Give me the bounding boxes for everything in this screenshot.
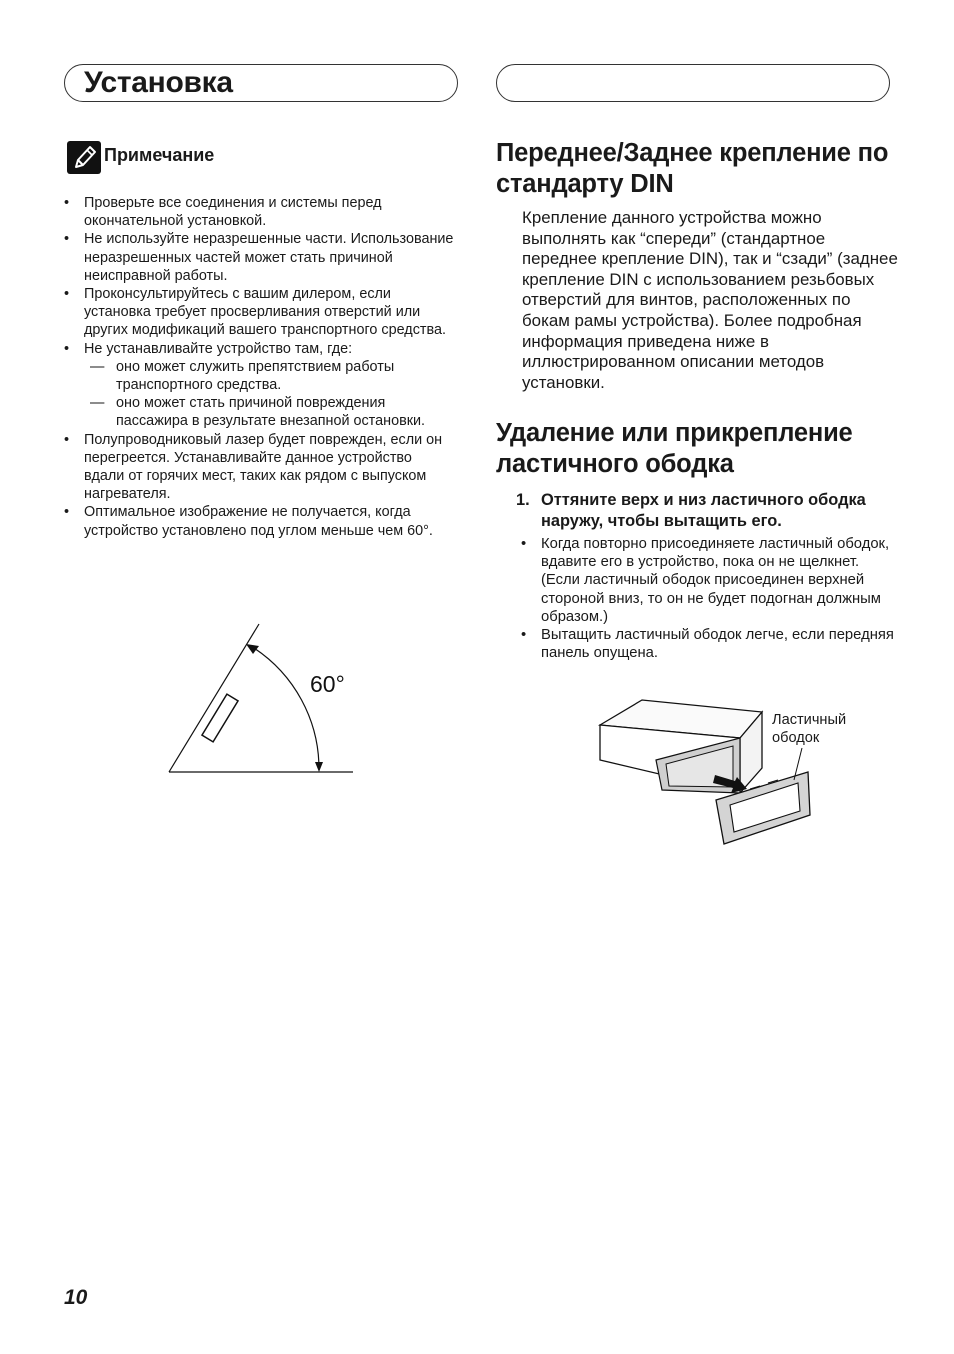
note-item-text: Не используйте неразрешенные части. Использование неразрешенных частей может стать причиной неисправной работы. (84, 231, 454, 284)
bullet: • (64, 286, 70, 303)
sub-item-text: оно может стать причиной повреждения пассажира в результате внезапной остановки. (116, 395, 426, 430)
section-title: Установка (84, 66, 233, 99)
note-item-text: Проверьте все соединения и системы перед окончательной установкой. (84, 195, 382, 230)
note-item-text: Проконсультируйтесь с вашим дилером, если установка требует просверливания отверстий или других модификаций вашего транспортного средства. (84, 286, 446, 339)
note-item-text: Полупроводниковый лазер будет поврежден, если он перегреется. Устанавливайте данное устройство вдали от горячих мест, таких как рядом с выпуском нагревателя. (84, 431, 443, 503)
list-item (64, 194, 456, 230)
pencil-note-icon (67, 141, 101, 174)
din-section-body: Крепление данного устройства можно выполнять как “спереди” (стандартное переднее крепление DIN), так и “сзади” (заднее крепление DIN с использованием резьбовых отверстий для винтов, расположенных по бокам рамы устройства). Более подробная информация приведена ниже в иллюстрированном описании методов установки. (522, 208, 898, 392)
note-item-text: Оптимальное изображение не получается, когда устройство установлено под углом меньше чем 60°. (84, 504, 433, 539)
bullet: • (64, 195, 70, 211)
sub-list (84, 358, 456, 431)
trim-bullet-list (516, 535, 896, 662)
list-item (64, 503, 456, 539)
sub-list-item (84, 358, 456, 394)
bullet: • (521, 627, 527, 644)
trim-ring-label: Ластичный ободок (772, 712, 847, 747)
list-item (516, 535, 896, 626)
bullet: • (521, 536, 527, 552)
sub-item-text: оно может служить препятствием работы транспортного средства. (116, 358, 395, 394)
trim-bullet-text: Когда повторно присоединяете ластичный ободок, вдавите его в устройство, пока он не щелкнет. (Если ластичный ободок присоединен верхней стороной вниз, то он не будет подогнан должным образом.) (541, 536, 890, 625)
empty-header-pill (496, 64, 890, 102)
list-item (64, 431, 456, 504)
trim-section-title: Удаление или прикрепление ластичного ободка (496, 419, 853, 478)
list-item (516, 626, 896, 662)
list-item (64, 285, 456, 340)
mounting-angle-diagram (160, 615, 360, 785)
note-item-text: Не устанавливайте устройство там, где: (84, 340, 353, 357)
dash: — (90, 395, 105, 412)
bullet: • (64, 340, 70, 357)
bullet: • (64, 504, 70, 521)
dash: — (90, 358, 105, 375)
din-section-title: Переднее/Заднее крепление по стандарту DIN (496, 139, 889, 198)
angle-label: 60° (310, 671, 345, 697)
page-number: 10 (64, 1286, 88, 1309)
list-item (64, 340, 456, 431)
step-text: Оттяните верх и низ ластичного ободка наружу, чтобы вытащить его. (541, 491, 866, 530)
note-list (64, 194, 456, 540)
list-item (64, 230, 456, 285)
bullet: • (64, 231, 70, 248)
step-number: 1. (516, 491, 530, 509)
note-title: Примечание (104, 145, 215, 165)
step-1 (516, 490, 906, 531)
bullet: • (64, 431, 70, 448)
sub-list-item (84, 394, 456, 430)
trim-bullet-text: Вытащить ластичный ободок легче, если передняя панель опущена. (541, 627, 894, 662)
